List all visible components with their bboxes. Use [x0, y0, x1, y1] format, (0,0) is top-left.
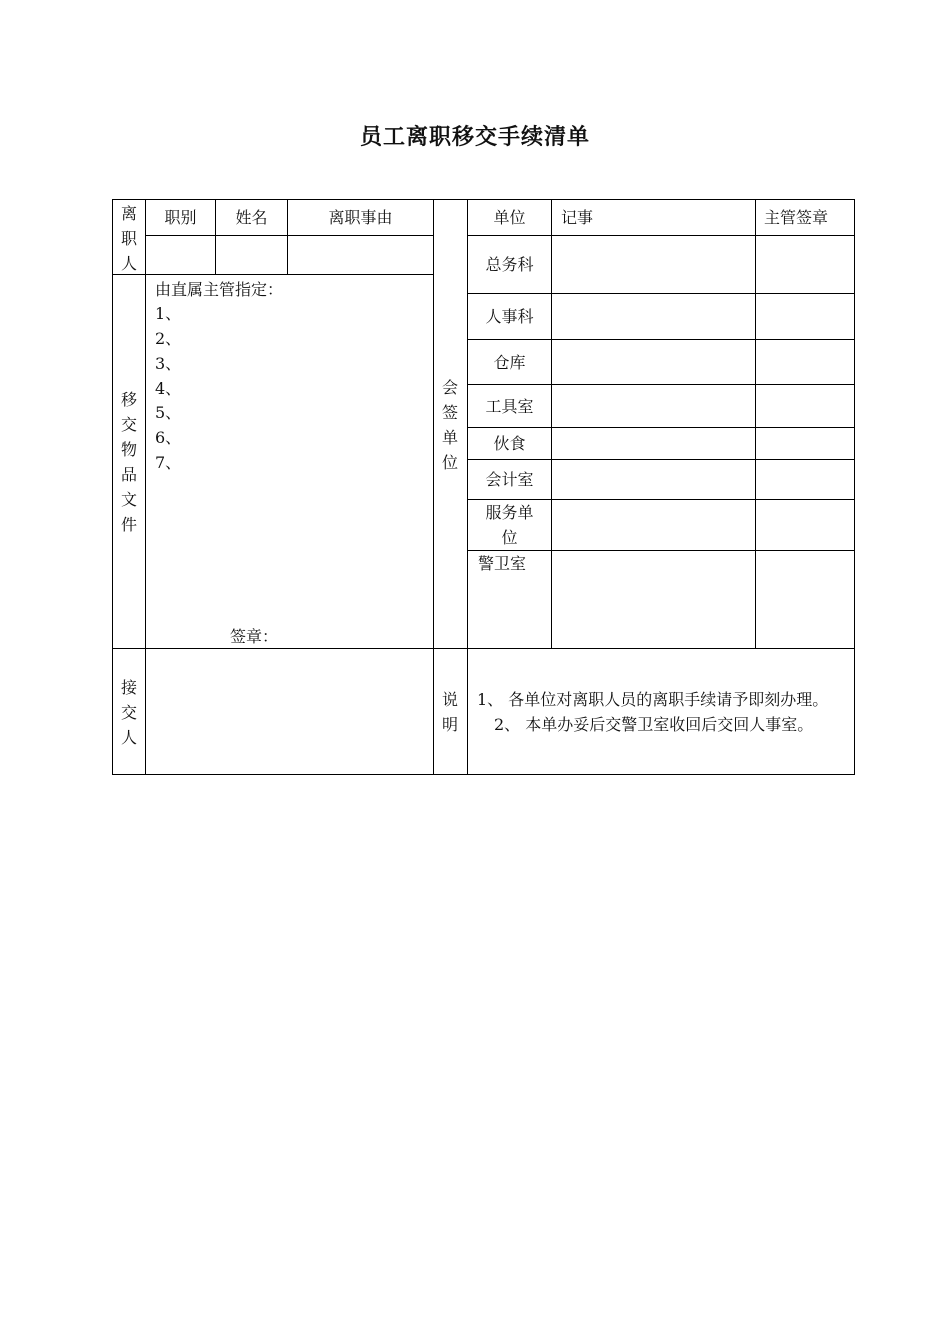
- unit-service: 服务单 位: [485, 503, 534, 547]
- unit-accounting: 会计室: [485, 470, 534, 489]
- handover-item: 2、: [155, 329, 182, 348]
- unit-personnel: 人事科: [485, 307, 534, 326]
- unit-security: 警卫室: [478, 554, 527, 573]
- reason-header: 离职事由: [328, 208, 393, 227]
- handover-form-table: [112, 199, 855, 775]
- notes-label: 说 明: [441, 690, 458, 734]
- grid-line: [551, 200, 552, 649]
- position-header: 职别: [164, 208, 197, 227]
- unit-tool-room: 工具室: [485, 396, 534, 416]
- receiver-field[interactable]: [146, 649, 433, 774]
- handover-item: 7、: [155, 453, 182, 472]
- countersign-units-label: 会 签 单 位: [441, 378, 458, 472]
- receiver-label: 接 交 人: [120, 678, 137, 747]
- name-header: 姓名: [235, 208, 268, 227]
- unit-header: 单位: [493, 208, 526, 227]
- page-title: 员工离职移交手续清单: [359, 124, 590, 150]
- handover-item: 4、: [155, 379, 182, 398]
- unit-warehouse: 仓库: [493, 352, 526, 372]
- note-line: 2、 本单办妥后交警卫室收回后交回人事室。: [494, 715, 814, 734]
- reason-field[interactable]: [288, 236, 433, 274]
- handover-item: 5、: [155, 403, 182, 422]
- handover-items-label: 移 交 物 品 文 件: [120, 390, 137, 534]
- grid-line: [755, 200, 756, 649]
- notes-header: 记事: [561, 208, 594, 227]
- unit-catering: 伙食: [493, 434, 526, 453]
- name-field[interactable]: [216, 236, 287, 274]
- handover-signature-label: 签章：: [230, 627, 279, 646]
- resign-person-label: 离 职 人: [120, 204, 137, 273]
- unit-general-affairs: 总务科: [485, 255, 534, 274]
- supervisor-signature-header: 主管签章: [764, 208, 829, 227]
- note-line: 1、 各单位对离职人员的离职手续请予即刻办理。: [477, 690, 829, 709]
- handover-item: 6、: [155, 428, 182, 447]
- grid-line: [433, 200, 434, 774]
- handover-item: 1、: [155, 304, 182, 323]
- handover-item: 3、: [155, 354, 182, 373]
- position-field[interactable]: [146, 236, 215, 274]
- handover-intro: 由直属主管指定：: [155, 280, 284, 299]
- grid-line: [113, 274, 433, 275]
